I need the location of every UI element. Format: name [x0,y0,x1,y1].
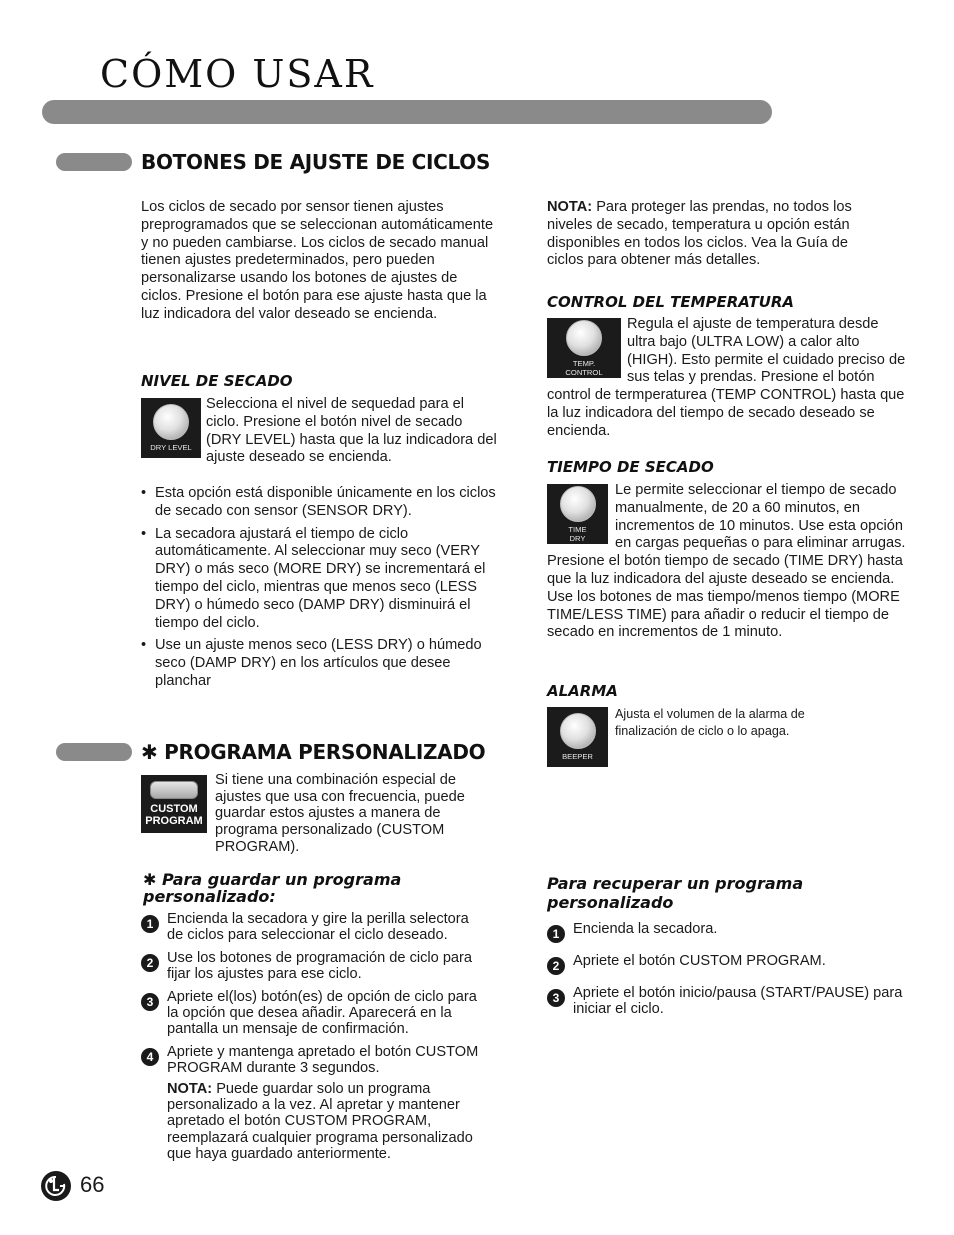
dry-level-button-image [141,398,201,458]
step-item [141,950,486,983]
save-program-title: ✱ Para guardar un programa personalizado: [143,870,402,906]
step-number: 2 [141,954,159,972]
temp-control-button-label: TEMP. CONTROL [565,358,603,377]
section-pill [56,743,132,761]
step-item [141,989,486,1038]
step-text: Apriete el(los) botón(es) de opción de ciclo para la opción que desea añadir. Aparecerá en la pantalla un mensaje de confirmación. [167,988,477,1038]
time-dry-button-label: TIME DRY [568,524,587,543]
beeper-button-image [547,707,608,767]
dry-level-title: NIVEL DE SECADO [141,372,293,390]
recall-program-title: Para recuperar un programa personalizado [547,874,804,912]
step-number: 3 [141,993,159,1011]
custom-program-button-label: CUSTOM PROGRAM [145,803,203,827]
beeper-button-label: BEEPER [562,752,593,761]
lg-logo-icon [40,1170,72,1202]
list-item [141,485,497,521]
step-item [547,985,907,1018]
list-item [141,526,497,633]
time-dry-description: Le permite seleccionar el tiempo de secado manualmente, de 20 a 60 minutos, en incrementos de 10 minutos. Use esta opción en cargas pequeñas o para eliminar arrugas. Presione el botón tiempo de secado (TIME DRY) hasta que la luz indicadora del ajuste deseado se encienda. Use los botones de mas tiempo/menos tiempo (MORE TIME/LESS TIME) para añadir o reducir el tiempo de secado en incrementos de 1 minuto. [547,482,906,641]
step-number: 2 [547,957,565,975]
bullet-text: Use un ajuste menos seco (LESS DRY) o húmedo seco (DAMP DRY) en los artículos que desee planchar [155,637,482,689]
step-text: Encienda la secadora y gire la perilla selectora de ciclos para seleccionar el ciclo deseado. [167,911,469,944]
bullet-text: La secadora ajustará el tiempo de ciclo automáticamente. Al seleccionar muy seco (VERY DRY) o más seco (MORE DRY) se incrementará el tiempo del ciclo, mientras que menos seco (LESS DRY) o húmedo seco (DAMP DRY) disminuirá el tiempo del ciclo. [155,525,486,631]
section-heading-custom-program: ✱ PROGRAMA PERSONALIZADO [141,740,486,764]
step-number: 1 [141,915,159,933]
knob-icon [153,404,189,440]
note-paragraph [547,199,887,270]
step-item [141,911,486,944]
asterisk-icon: ✱ [141,740,158,764]
step-text: Apriete el botón CUSTOM PROGRAM. [573,953,826,969]
title-bar [42,100,772,124]
step-item [547,921,907,943]
step-item [141,1044,486,1077]
custom-program-intro: Si tiene una combinación especial de ajustes que usa con frecuencia, puede guardar estos ajustes a manera de programa personalizado (CUSTOM PROGRAM). [215,772,465,855]
step-number: 4 [141,1048,159,1066]
list-item [141,637,497,690]
intro-paragraph: Los ciclos de secado por sensor tienen ajustes preprogramados que se seleccionan automáticamente y no pueden cambiarse. Los ciclos de secado manual tienen ajustes predeterminados, pero pueden personalizarse usando los botones de ajustes de ciclos. Presione el botón para ese ajuste hasta que la luz indicadora del valor deseado se encienda. [141,199,494,322]
step-text: Encienda la secadora. [573,921,718,937]
knob-icon [560,713,596,749]
step-text: Apriete y mantenga apretado el botón CUSTOM PROGRAM durante 3 segundos. [167,1043,479,1077]
save-program-note: NOTA: Puede guardar solo un programa personalizado a la vez. Al apretar y mantener apretado el botón CUSTOM PROGRAM, reemplazará cualquier programa personalizado que haya guardado anteriormente. [167,1080,473,1163]
note-text: Para proteger las prendas, no todos los niveles de secado, temperatura u opción están disponibles en todos los ciclos. Vea la Guía de ciclos para obtener más detalles. [547,199,852,269]
alarm-title: ALARMA [547,682,618,700]
step-number: 3 [547,989,565,1007]
step-text: Use los botones de programación de ciclo para fijar los ajustes para ese ciclo. [167,949,473,983]
temp-control-description: Regula el ajuste de temperatura desde ultra bajo (ULTRA LOW) a calor alto (HIGH). Esto permite el cuidado preciso de sus telas y prendas. Presione el botón control de termperaturea (TEMP CONTROL) hasta que la luz indicadora del tiempo de secado deseado se encienda. [547,316,906,439]
note-label: NOTA: [167,1080,213,1097]
dry-level-description: Selecciona el nivel de sequedad para el ciclo. Presione el botón nivel de secado (DRY LEVEL) hasta que la luz indicadora del ajuste deseado se encienda. [206,396,497,466]
dry-level-bullets [141,485,497,696]
note-label: NOTA: [547,199,593,215]
time-dry-title: TIEMPO DE SECADO [547,458,714,476]
section-pill [56,153,132,171]
step-item [547,953,907,975]
recall-program-steps [547,921,907,1018]
temp-control-title: CONTROL DEL TEMPERATURA [547,293,795,311]
section-heading-cycle-buttons: BOTONES DE AJUSTE DE CICLOS [141,150,491,174]
bullet-text: Esta opción está disponible únicamente en los ciclos de secado con sensor (SENSOR DRY). [155,485,496,519]
alarm-description: Ajusta el volumen de la alarma de finalización de ciclo o lo apaga. [615,707,805,738]
page-number: 66 [80,1172,105,1197]
save-program-steps [141,911,486,1163]
asterisk-icon: ✱ [143,870,157,889]
page-title: CÓMO USAR [100,52,375,96]
step-number: 1 [547,925,565,943]
dry-level-button-label: DRY LEVEL [150,443,192,452]
step-text: Apriete el botón inicio/pausa (START/PAUSE) para iniciar el ciclo. [573,985,903,1018]
